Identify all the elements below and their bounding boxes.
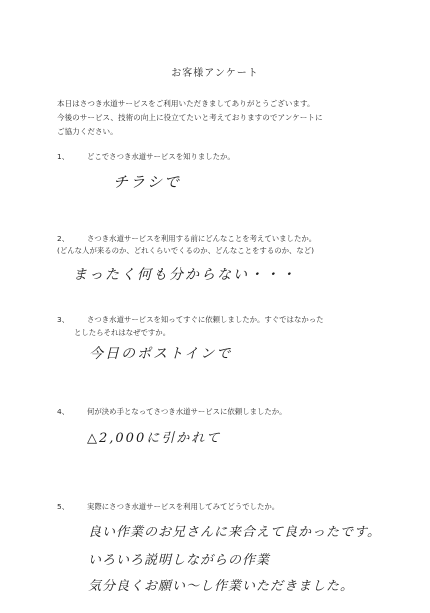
- page-title: お客様アンケート: [171, 68, 259, 79]
- question-number: 3、: [57, 315, 70, 324]
- question-text: さつき水道サービスを利用する前にどんなことを考えていましたか。: [87, 234, 317, 243]
- question-number: 1、: [57, 152, 70, 161]
- answer-5-handwritten-line: いろいろ説明しながらの作業: [88, 553, 271, 568]
- question-number: 2、: [57, 234, 70, 243]
- intro-text: [57, 97, 402, 139]
- question-text: 実際にさつき水道サービスを利用してみてどうでしたか。: [87, 502, 280, 511]
- answer-4-handwritten: △2,000に引かれて: [87, 431, 222, 446]
- answer-1-handwritten: チラシで: [113, 173, 182, 191]
- intro-line: 本日はさつき水道サービスをご利用いただきましてありがとうございます。: [57, 99, 315, 108]
- answer-5-handwritten-line: 気分良くお願い～し作業いただきました。: [88, 579, 355, 594]
- question-number: 5、: [57, 502, 70, 511]
- question-subtext: としたらそれはなぜですか。: [74, 328, 171, 337]
- answer-3-handwritten: 今日のポストインで: [89, 346, 233, 362]
- question-number: 4、: [57, 407, 70, 416]
- intro-line: ご協力ください。: [57, 127, 118, 136]
- intro-line: 今後のサービス、技術の向上に役立てたいと考えておりますのでアンケートに: [57, 113, 323, 122]
- question-text: さつき水道サービスを知ってすぐに依頼しましたか。すぐではなかった: [87, 315, 324, 324]
- answer-5-handwritten-line: 良い作業のお兄さんに来合えて良かったです。: [88, 525, 381, 540]
- question-subtext: (どんな人が来るのか、どれくらいでくるのか、どんなことをするのか、など): [57, 246, 315, 255]
- question-text: どこでさつき水道サービスを知りましたか。: [87, 152, 235, 161]
- answer-2-handwritten: まったく何も分からない・・・: [73, 267, 297, 283]
- question-text: 何が決め手となってさつき水道サービスに依頼しましたか。: [87, 407, 287, 416]
